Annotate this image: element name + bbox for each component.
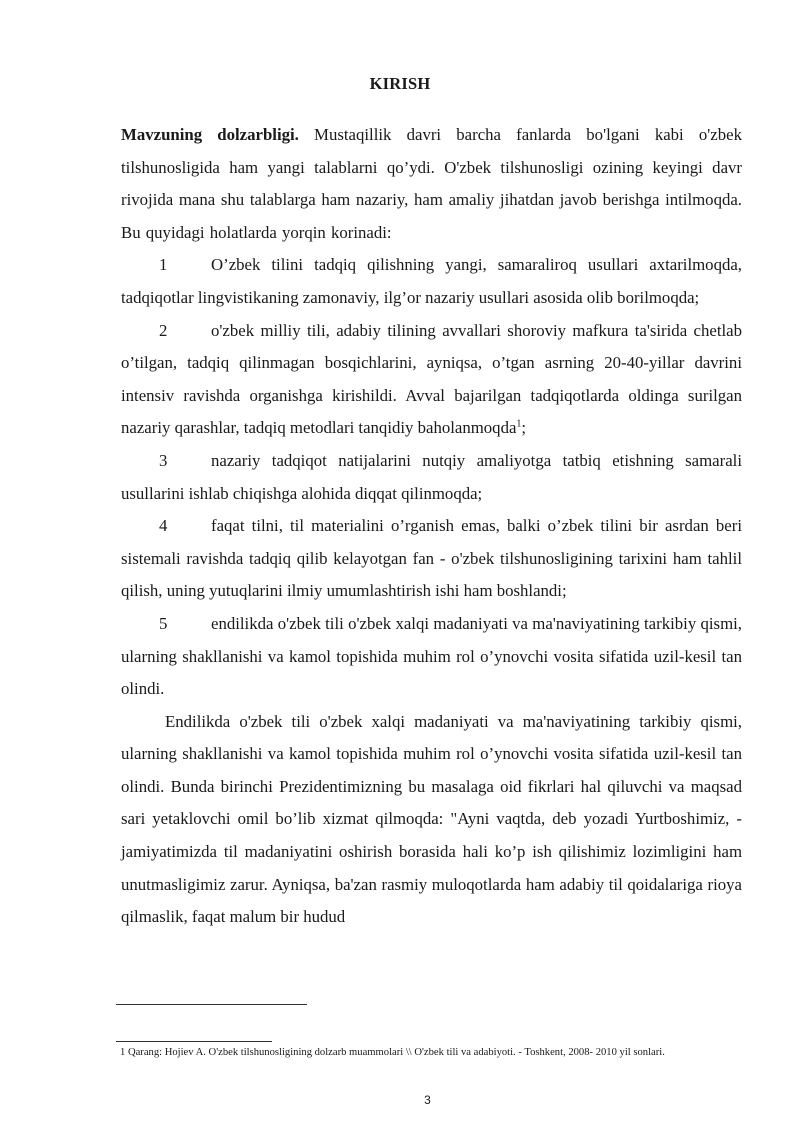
list-item-4 bbox=[121, 510, 742, 608]
body-paragraph: Endilikda o'zbek tili o'zbek xalqi madaniyati va ma'naviyatining tarkibiy qismi, ularning shakllanishi va kamol topishida muhim rol o’ynovchi vosita sifatida uzil-kesil tan olindi. Bunda birinchi Prezidentimizning bu masalaga oid fikrlari hal qiluvchi va maqsad sari yetaklovchi omil bo’lib xizmat qilmoqda: "Ayni vaqtda, deb yozadi Yurtboshimiz, - jamiyatimizda til madaniyatini oshirish borasida hali ko’p ish qilishimiz lozimligini ham unutmasligimiz zarur. Ayniqsa, ba'zan rasmiy muloqotlarda ham adabiy til qoidalariga rioya qilmaslik, faqat malum bir hudud bbox=[121, 711, 742, 927]
footnote-separator-short bbox=[116, 1041, 272, 1042]
list-item-text: o'zbek milliy tili, adabiy tilining avvallari shoroviy mafkura ta'sirida chetlab o’tilgan, tadqiq qilinmagan bosqichlarini, ayniqsa, o’tgan asrning 20-40-yillar davrini intensiv ravishda organishga kirishildi. Avval bajarilgan tadqiqotlarda oldinga surilgan nazariy qarashlar, tadqiq metodlari tanqidiy baholanmoqda bbox=[121, 320, 742, 438]
list-item-number: 4 bbox=[159, 516, 168, 536]
list-item-5 bbox=[121, 608, 742, 706]
list-item-number: 5 bbox=[159, 613, 168, 633]
footnote-separator bbox=[116, 1004, 307, 1005]
page-heading: KIRISH bbox=[369, 74, 431, 93]
list-item-number: 1 bbox=[159, 255, 168, 275]
intro-lead: Mavzuning dolzarbligi. bbox=[121, 125, 299, 144]
list-item-text: O’zbek tilini tadqiq qilishning yangi, samaraliroq usullari axtarilmoqda, tadqiqotlar lingvistikaning zamonaviy, ilg’or nazariy usullari asosida olib borilmoqda; bbox=[121, 255, 742, 307]
list-item-2 bbox=[121, 315, 742, 445]
list-item-tail: ; bbox=[521, 418, 527, 438]
body-text bbox=[121, 119, 742, 934]
footnote-reference: 1 bbox=[516, 418, 522, 430]
intro-paragraph bbox=[121, 119, 742, 249]
intro-text: Mustaqillik davri barcha fanlarda bo'lgani kabi o'zbek tilshunosligida ham yangi talablarni qo’ydi. O'zbek tilshunosligi ozining keyingi davr rivojida mana shu talablarga ham nazariy, ham amaliy jihatdan javob berishga intilmoqda. Bu quyidagi holatlarda yorqin korinadi: bbox=[121, 125, 742, 242]
list-item-3 bbox=[121, 445, 742, 510]
list-item-1 bbox=[121, 249, 742, 314]
page-number: 3 bbox=[424, 1093, 431, 1107]
list-item-text: endilikda o'zbek tili o'zbek xalqi madaniyati va ma'naviyatining tarkibiy qismi, ularning shakllanishi va kamol topishida muhim rol o’ynovchi vosita sifatida uzil-kesil tan olindi. bbox=[121, 613, 742, 699]
list-item-text: nazariy tadqiqot natijalarini nutqiy amaliyotga tatbiq etishning samarali usullarini ishlab chiqishga alohida diqqat qilinmoqda; bbox=[121, 450, 742, 503]
footnote-text: 1 Qarang: Hojiev A. O'zbek tilshunosligining dolzarb muammolari \\ O'zbek tili va adabiyoti. - Toshkent, 2008- 2010 yil sonlari. bbox=[120, 1047, 665, 1058]
list-item-number: 3 bbox=[159, 450, 168, 470]
list-item-number: 2 bbox=[159, 320, 168, 340]
list-item-text: faqat tilni, til materialini o’rganish emas, balki o’zbek tilini bir asrdan beri sistemali ravishda tadqiq qilib kelayotgan fan - o'zbek tilshunosligining tarixini ham tahlil qilish, uning yutuqlarini ilmiy umumlashtirish ishi ham boshlandi; bbox=[121, 516, 742, 601]
